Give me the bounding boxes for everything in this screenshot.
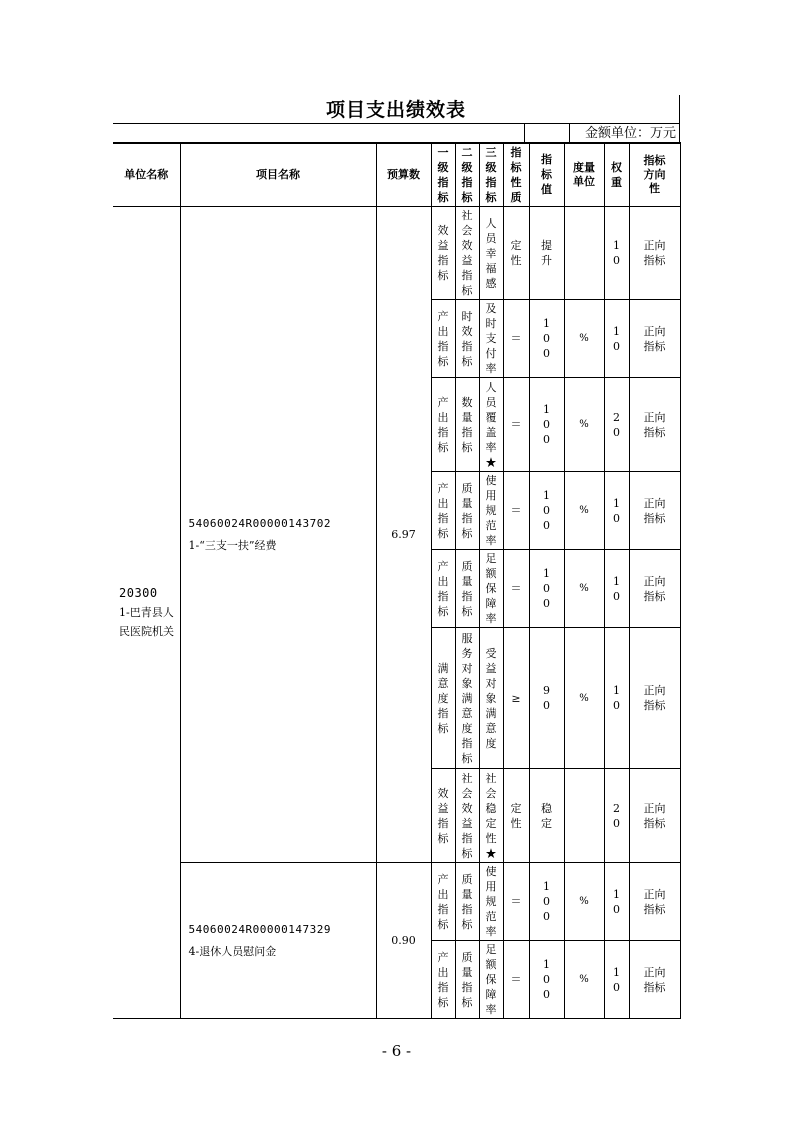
- direction-text: 正向指标: [643, 574, 666, 603]
- level1-indicator-text: 产出指标: [437, 481, 449, 540]
- indicator-value-text: 100: [543, 958, 550, 1001]
- indicator-nature: [503, 769, 529, 863]
- indicator-value-text: 100: [543, 403, 550, 446]
- indicator-nature: [503, 472, 529, 550]
- weight-text: 10: [613, 574, 620, 603]
- level3-indicator: [479, 207, 503, 300]
- weight: [604, 472, 629, 550]
- direction: [629, 769, 680, 863]
- indicator-value-text: 稳定: [541, 801, 552, 830]
- unit-row: [113, 123, 680, 144]
- page-number: - 6 -: [381, 1042, 412, 1060]
- indicator-nature: [503, 300, 529, 378]
- unit-name-cell: [113, 207, 180, 1019]
- direction-text: 正向指标: [643, 410, 666, 439]
- indicator-nature-text: ＝: [510, 582, 522, 595]
- level1-indicator: [431, 300, 455, 378]
- measure-unit: [564, 769, 604, 863]
- level2-indicator: [455, 550, 479, 628]
- weight: [604, 550, 629, 628]
- level2-indicator: [455, 863, 479, 941]
- performance-table: [113, 142, 681, 1019]
- level3-indicator-text: 足额保障率: [485, 943, 497, 1016]
- indicator-value: [529, 550, 564, 628]
- header-level1-text: 一级指标: [437, 145, 449, 204]
- indicator-value: [529, 207, 564, 300]
- amount-unit-label: 金额单位：万元: [584, 126, 676, 141]
- level2-indicator: [455, 300, 479, 378]
- level1-indicator-text: 产出指标: [437, 395, 449, 454]
- level3-indicator-text: 使用规范率: [485, 474, 497, 547]
- project-name: 4-退休人员慰问金: [188, 944, 277, 958]
- project-budget: 6.97: [376, 207, 431, 863]
- measure-unit: %: [564, 472, 604, 550]
- level2-indicator-text: 质量指标: [461, 872, 473, 931]
- header-row: [113, 143, 680, 207]
- indicator-nature: [503, 941, 529, 1019]
- level1-indicator: [431, 378, 455, 472]
- level1-indicator-text: 效益指标: [437, 786, 449, 845]
- level3-indicator-text: 使用规范率: [485, 865, 497, 938]
- direction: [629, 628, 680, 769]
- level1-indicator: [431, 472, 455, 550]
- level1-indicator-text: 产出指标: [437, 950, 449, 1009]
- direction-text: 正向指标: [643, 965, 666, 994]
- header-nature: [503, 143, 529, 207]
- project-name-cell: [180, 863, 376, 1019]
- indicator-nature-text: ＝: [510, 418, 522, 431]
- weight-text: 10: [613, 239, 620, 267]
- indicator-nature-text: ＝: [510, 895, 522, 908]
- level2-indicator: [455, 207, 479, 300]
- level1-indicator-text: 满意度指标: [437, 661, 449, 735]
- measure-unit: %: [564, 628, 604, 769]
- header-level3: [479, 143, 503, 207]
- header-nature-text: 指标性质: [510, 145, 522, 204]
- level3-indicator: [479, 378, 503, 472]
- level1-indicator: [431, 863, 455, 941]
- level3-indicator-text: 足额保障率: [485, 552, 497, 625]
- level2-indicator-text: 质量指标: [461, 481, 473, 540]
- level3-indicator: [479, 550, 503, 628]
- measure-unit: %: [564, 863, 604, 941]
- measure-unit: [564, 207, 604, 300]
- indicator-value: [529, 300, 564, 378]
- measure-unit: %: [564, 550, 604, 628]
- weight-text: 20: [613, 410, 620, 439]
- page-title: 项目支出绩效表: [325, 99, 466, 121]
- indicator-value-text: 100: [543, 317, 550, 360]
- measure-unit: %: [564, 300, 604, 378]
- level2-indicator: [455, 769, 479, 863]
- level1-indicator: [431, 769, 455, 863]
- level3-indicator-text: 受益对象满意度: [485, 646, 497, 750]
- header-weight: [604, 143, 629, 207]
- weight: [604, 628, 629, 769]
- level3-indicator: [479, 863, 503, 941]
- indicator-nature-text: ≥: [511, 691, 521, 705]
- indicator-nature: [503, 207, 529, 300]
- level1-indicator-text: 产出指标: [437, 559, 449, 618]
- level2-indicator: [455, 628, 479, 769]
- weight: [604, 941, 629, 1019]
- direction-text: 正向指标: [643, 684, 666, 712]
- indicator-value: [529, 628, 564, 769]
- header-weight-text: 权重: [611, 160, 622, 189]
- direction-text: 正向指标: [643, 496, 666, 525]
- header-budget: 预算数: [376, 143, 431, 207]
- indicator-nature-text: ＝: [510, 973, 522, 986]
- indicator-value: [529, 472, 564, 550]
- header-measure: [564, 143, 604, 207]
- direction: [629, 941, 680, 1019]
- header-level2: [455, 143, 479, 207]
- indicator-value: [529, 769, 564, 863]
- level1-indicator-text: 效益指标: [437, 224, 449, 282]
- indicator-nature: [503, 550, 529, 628]
- level2-indicator-text: 社会效益指标: [461, 209, 473, 297]
- weight-text: 20: [613, 801, 620, 830]
- direction: [629, 472, 680, 550]
- level3-indicator: [479, 769, 503, 863]
- table-row: [113, 863, 680, 941]
- level3-indicator-text: 人员覆盖率★: [485, 380, 497, 469]
- level1-indicator-text: 产出指标: [437, 872, 449, 931]
- header-measure-text: 度量单位: [573, 160, 595, 188]
- level2-indicator-text: 质量指标: [461, 559, 473, 618]
- header-level1: [431, 143, 455, 207]
- weight: [604, 378, 629, 472]
- indicator-nature: [503, 863, 529, 941]
- level3-indicator: [479, 941, 503, 1019]
- level2-indicator-text: 社会效益指标: [461, 771, 473, 860]
- indicator-value: [529, 378, 564, 472]
- level3-indicator-text: 社会稳定性★: [485, 771, 497, 860]
- level2-indicator-text: 服务对象满意度指标: [461, 631, 473, 765]
- weight-text: 10: [613, 684, 620, 712]
- indicator-value-text: 100: [543, 880, 550, 923]
- weight-text: 10: [613, 496, 620, 525]
- project-code: 54060024R00000147329: [188, 922, 331, 936]
- direction: [629, 378, 680, 472]
- indicator-value-text: 100: [543, 567, 550, 610]
- indicator-value: [529, 863, 564, 941]
- level1-indicator-text: 产出指标: [437, 309, 449, 368]
- header-project-name: 项目名称: [180, 143, 376, 207]
- level1-indicator: [431, 628, 455, 769]
- level2-indicator-text: 时效指标: [461, 309, 473, 368]
- unit-code: 20300: [119, 586, 158, 600]
- level1-indicator: [431, 550, 455, 628]
- level3-indicator: [479, 472, 503, 550]
- header-value-text: 指标值: [541, 153, 552, 196]
- project-name-cell: [180, 207, 376, 863]
- indicator-value-text: 提升: [541, 239, 552, 267]
- level3-indicator-text: 人员幸福感: [485, 216, 497, 290]
- weight-text: 10: [613, 324, 620, 353]
- title-row: [113, 95, 680, 123]
- level1-indicator: [431, 941, 455, 1019]
- level3-indicator: [479, 628, 503, 769]
- weight: [604, 207, 629, 300]
- measure-unit: %: [564, 378, 604, 472]
- indicator-nature: [503, 378, 529, 472]
- level1-indicator: [431, 207, 455, 300]
- header-direction-text: 指标方向性: [643, 153, 666, 195]
- weight-text: 10: [613, 887, 620, 916]
- weight-text: 10: [613, 965, 620, 994]
- header-level2-text: 二级指标: [461, 145, 473, 204]
- level3-indicator-text: 及时支付率: [485, 302, 497, 375]
- level2-indicator: [455, 472, 479, 550]
- header-value: [529, 143, 564, 207]
- unit-name: 1-巴青县人民医院机关: [119, 606, 174, 638]
- direction: [629, 300, 680, 378]
- indicator-value-text: 100: [543, 489, 550, 532]
- indicator-nature: [503, 628, 529, 769]
- direction: [629, 550, 680, 628]
- measure-unit: %: [564, 941, 604, 1019]
- table-row: [113, 207, 680, 300]
- indicator-nature-text: 定性: [510, 239, 522, 267]
- indicator-nature-text: 定性: [510, 801, 522, 830]
- project-name: 1-“三支一扶”经费: [188, 538, 277, 552]
- level2-indicator-text: 数量指标: [461, 395, 473, 454]
- project-budget: 0.90: [376, 863, 431, 1019]
- indicator-nature-text: ＝: [510, 332, 522, 345]
- level2-indicator: [455, 941, 479, 1019]
- direction: [629, 207, 680, 300]
- project-code: 54060024R00000143702: [188, 516, 331, 530]
- level2-indicator-text: 质量指标: [461, 950, 473, 1009]
- direction-text: 正向指标: [643, 239, 666, 267]
- header-unit-name: 单位名称: [113, 143, 180, 207]
- direction-text: 正向指标: [643, 887, 666, 916]
- direction-text: 正向指标: [643, 801, 666, 830]
- indicator-value-text: 90: [543, 684, 550, 712]
- direction-text: 正向指标: [643, 324, 666, 353]
- header-level3-text: 三级指标: [485, 145, 497, 204]
- level2-indicator: [455, 378, 479, 472]
- direction: [629, 863, 680, 941]
- weight: [604, 863, 629, 941]
- indicator-value: [529, 941, 564, 1019]
- unit-row-divider: [569, 124, 570, 143]
- unit-row-divider: [524, 124, 525, 143]
- weight: [604, 769, 629, 863]
- indicator-nature-text: ＝: [510, 504, 522, 517]
- weight: [604, 300, 629, 378]
- header-direction: [629, 143, 680, 207]
- level3-indicator: [479, 300, 503, 378]
